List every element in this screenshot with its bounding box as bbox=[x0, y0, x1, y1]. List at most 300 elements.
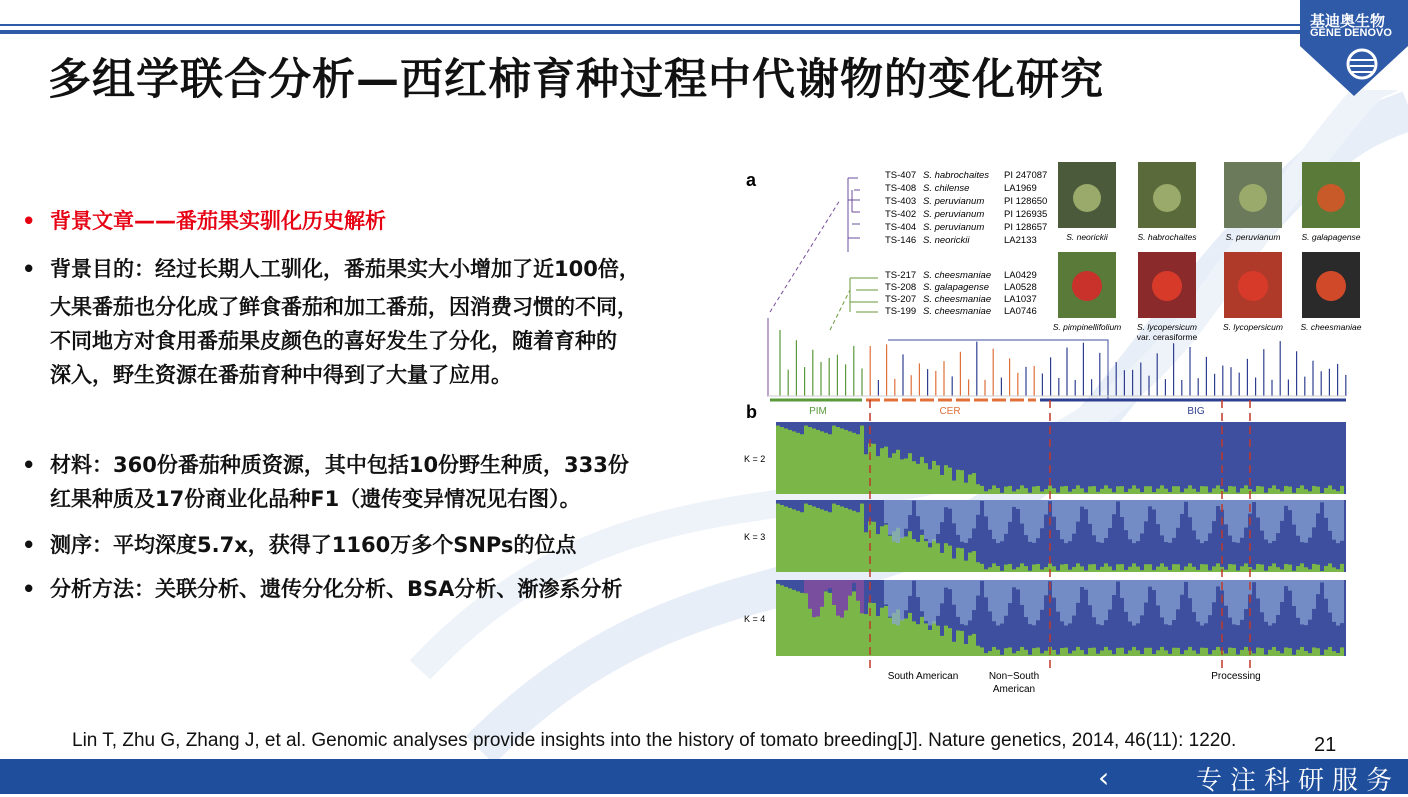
structure-bar bbox=[1244, 563, 1248, 572]
structure-bar bbox=[1112, 500, 1116, 514]
tomato-fruit bbox=[1316, 271, 1346, 301]
group1-species: S. peruvianum bbox=[923, 209, 985, 220]
structure-bar bbox=[1044, 500, 1048, 515]
group1-id: TS-407 bbox=[885, 170, 917, 181]
structure-bar bbox=[1096, 580, 1100, 624]
structure-bar bbox=[1212, 580, 1216, 602]
structure-bar bbox=[1164, 500, 1168, 542]
structure-bar bbox=[972, 580, 976, 610]
structure-bar bbox=[876, 534, 880, 572]
structure-bar bbox=[1196, 580, 1200, 622]
structure-bar bbox=[1300, 563, 1304, 572]
structure-bar bbox=[1188, 485, 1192, 494]
structure-bar bbox=[1088, 500, 1092, 524]
structure-bar bbox=[1300, 580, 1304, 624]
structure-bar bbox=[1144, 500, 1148, 521]
structure-bar bbox=[1208, 654, 1212, 656]
structure-bar bbox=[1224, 500, 1228, 524]
structure-bar bbox=[1268, 500, 1272, 543]
structure-bar bbox=[780, 505, 784, 572]
structure-bar bbox=[1052, 566, 1056, 572]
structure-bar bbox=[896, 580, 900, 625]
structure-bar bbox=[1292, 655, 1296, 656]
structure-bar bbox=[932, 500, 936, 541]
group2-accession: LA0528 bbox=[1004, 282, 1037, 293]
structure-bar bbox=[1296, 500, 1300, 536]
structure-bar bbox=[1264, 571, 1268, 572]
structure-bar bbox=[988, 500, 992, 530]
structure-bar bbox=[1252, 500, 1256, 502]
structure-bar bbox=[1292, 493, 1296, 494]
structure-bar bbox=[1256, 486, 1260, 494]
structure-bar bbox=[1148, 500, 1152, 506]
structure-bar bbox=[1120, 500, 1124, 517]
structure-bar bbox=[944, 465, 948, 494]
structure-bar bbox=[1076, 580, 1080, 603]
structure-bar bbox=[1016, 500, 1020, 509]
structure-bar bbox=[908, 580, 912, 596]
structure-bar bbox=[912, 621, 916, 656]
structure-bar bbox=[964, 644, 968, 656]
structure-bar bbox=[872, 444, 876, 494]
structure-bar bbox=[940, 636, 944, 656]
structure-bar bbox=[1036, 500, 1040, 538]
structure-bar bbox=[1312, 580, 1316, 609]
structure-bar bbox=[1236, 571, 1240, 572]
k-label: K = 4 bbox=[744, 614, 766, 624]
structure-bar bbox=[1284, 580, 1288, 586]
structure-bar bbox=[980, 647, 984, 656]
bullet-marker: • bbox=[22, 577, 36, 601]
top-rule-thick bbox=[0, 30, 1300, 34]
structure-bar bbox=[984, 500, 988, 516]
structure-bar bbox=[1316, 565, 1320, 572]
group2-id: TS-207 bbox=[885, 294, 917, 305]
structure-bar bbox=[1096, 570, 1100, 572]
group2-id: TS-199 bbox=[885, 306, 917, 317]
structure-bar bbox=[1108, 488, 1112, 494]
structure-bar bbox=[1108, 500, 1112, 528]
structure-bar bbox=[1176, 500, 1180, 528]
structure-bar bbox=[1232, 580, 1236, 624]
page-number: 21 bbox=[1314, 734, 1337, 756]
structure-bar bbox=[908, 531, 912, 572]
structure-bar bbox=[1308, 491, 1312, 494]
structure-bar bbox=[916, 500, 920, 516]
structure-bar bbox=[828, 512, 832, 572]
structure-bar bbox=[1284, 486, 1288, 494]
structure-bar bbox=[888, 458, 892, 494]
structure-bar bbox=[796, 511, 800, 572]
structure-bar bbox=[792, 590, 796, 656]
structure-bar bbox=[852, 591, 856, 656]
structure-bar bbox=[1292, 580, 1296, 606]
structure-bar bbox=[1260, 564, 1264, 572]
structure-bar bbox=[900, 580, 904, 621]
structure-bar bbox=[960, 631, 964, 656]
structure-bar bbox=[1136, 580, 1140, 623]
tree-group2-branches bbox=[850, 278, 878, 312]
structure-bar bbox=[1308, 580, 1312, 620]
structure-bar bbox=[1340, 564, 1344, 572]
group2-accession: LA1037 bbox=[1004, 294, 1037, 305]
structure-bar bbox=[1096, 500, 1100, 542]
structure-bar bbox=[1168, 500, 1172, 543]
structure-bar bbox=[1084, 654, 1088, 656]
structure-bar bbox=[1128, 489, 1132, 494]
structure-bar bbox=[1124, 492, 1128, 494]
structure-bar bbox=[1024, 650, 1028, 656]
structure-bar bbox=[964, 483, 968, 494]
k-label: K = 2 bbox=[744, 454, 766, 464]
group1-species: S. chilense bbox=[923, 183, 970, 194]
structure-bar bbox=[1200, 486, 1204, 494]
structure-bar bbox=[1312, 564, 1316, 572]
structure-bar bbox=[952, 500, 956, 523]
structure-bar bbox=[860, 504, 864, 572]
structure-bar bbox=[824, 580, 828, 591]
structure-bar bbox=[1200, 580, 1204, 626]
structure-bar bbox=[948, 500, 952, 509]
structure-bar bbox=[1052, 500, 1056, 517]
structure-bar bbox=[908, 453, 912, 494]
structure-bar bbox=[1216, 580, 1220, 586]
structure-bar bbox=[1064, 564, 1068, 572]
structure-bar bbox=[1040, 653, 1044, 656]
structure-bar bbox=[1336, 653, 1340, 656]
structure-bar bbox=[1068, 580, 1072, 623]
structure-bar bbox=[1016, 651, 1020, 656]
structure-bar bbox=[1000, 571, 1004, 572]
structure-bar bbox=[1340, 486, 1344, 494]
structure-bar bbox=[1228, 564, 1232, 572]
bullet-text-line: 背景目的：经过长期人工驯化，番茄果实大小增加了近100倍， bbox=[50, 257, 640, 281]
group1-species: S. neorickii bbox=[923, 235, 970, 246]
structure-bar bbox=[1224, 580, 1228, 606]
structure-bar bbox=[1056, 493, 1060, 494]
bullet-marker: • bbox=[22, 209, 36, 233]
structure-bar bbox=[1004, 565, 1008, 572]
structure-bar bbox=[1020, 580, 1024, 605]
structure-bar bbox=[1180, 570, 1184, 572]
structure-bar bbox=[1080, 650, 1084, 656]
structure-bar bbox=[1112, 492, 1116, 494]
structure-bar bbox=[908, 613, 912, 656]
structure-bar bbox=[784, 506, 788, 572]
structure-bar bbox=[796, 591, 800, 656]
structure-bar bbox=[952, 580, 956, 605]
structure-bar bbox=[1228, 500, 1232, 536]
structure-bar bbox=[1316, 580, 1320, 594]
structure-bar bbox=[1216, 563, 1220, 572]
structure-bar bbox=[1024, 580, 1028, 617]
group2-id: TS-217 bbox=[885, 270, 917, 281]
structure-bar bbox=[1028, 571, 1032, 572]
structure-bar bbox=[1120, 648, 1124, 656]
structure-bar bbox=[788, 508, 792, 572]
structure-bar bbox=[1212, 488, 1216, 494]
structure-bar bbox=[864, 532, 868, 572]
structure-bar bbox=[856, 580, 860, 601]
structure-bar bbox=[956, 500, 960, 535]
structure-bar bbox=[800, 512, 804, 572]
structure-bar bbox=[928, 500, 932, 543]
structure-bar bbox=[1180, 654, 1184, 656]
structure-bar bbox=[1196, 654, 1200, 656]
structure-bar bbox=[1340, 647, 1344, 656]
structure-bar bbox=[844, 430, 848, 494]
structure-bar bbox=[780, 427, 784, 494]
structure-bar bbox=[1312, 486, 1316, 494]
structure-bar bbox=[1176, 564, 1180, 572]
structure-bar bbox=[1016, 567, 1020, 572]
structure-bar bbox=[1068, 654, 1072, 656]
structure-bar bbox=[1200, 500, 1204, 543]
structure-bar bbox=[1188, 500, 1192, 517]
bullet-marker: • bbox=[22, 453, 36, 477]
genetic-variation-figure bbox=[740, 160, 1380, 700]
structure-bar bbox=[824, 591, 828, 656]
structure-bar bbox=[1040, 492, 1044, 494]
structure-bar bbox=[1020, 485, 1024, 494]
group1-accession: PI 128650 bbox=[1004, 196, 1048, 207]
structure-bar bbox=[1272, 500, 1276, 541]
structure-bar bbox=[876, 616, 880, 656]
structure-bar bbox=[1332, 489, 1336, 494]
bottom-label: South American bbox=[887, 671, 959, 682]
structure-bar bbox=[892, 453, 896, 494]
structure-bar bbox=[1284, 500, 1288, 506]
structure-bar bbox=[1268, 580, 1272, 626]
structure-bar bbox=[1168, 654, 1172, 656]
structure-bar bbox=[1304, 489, 1308, 494]
group1-accession: LA1969 bbox=[1004, 183, 1037, 194]
structure-bar bbox=[1328, 563, 1332, 572]
structure-bar bbox=[1336, 491, 1340, 494]
structure-bar bbox=[1148, 580, 1152, 587]
group1-id: TS-146 bbox=[885, 235, 917, 246]
k-label: K = 3 bbox=[744, 532, 766, 542]
structure-bar bbox=[924, 580, 928, 621]
structure-bar bbox=[1340, 500, 1344, 541]
structure-bar bbox=[964, 580, 968, 625]
structure-bar bbox=[828, 580, 832, 588]
structure-bar bbox=[1020, 563, 1024, 572]
structure-bar bbox=[1164, 489, 1168, 494]
structure-bar bbox=[1280, 491, 1284, 494]
structure-bar bbox=[956, 580, 960, 617]
structure-bar bbox=[1076, 563, 1080, 572]
structure-bar bbox=[808, 427, 812, 494]
structure-bar bbox=[920, 580, 924, 611]
structure-bar bbox=[792, 431, 796, 494]
structure-bar bbox=[1012, 580, 1016, 587]
structure-bar bbox=[1252, 570, 1256, 572]
structure-bar bbox=[1304, 500, 1308, 543]
structure-bar bbox=[1096, 492, 1100, 494]
structure-bar bbox=[1252, 653, 1256, 656]
structure-bar bbox=[1084, 580, 1088, 590]
structure-bar bbox=[1232, 648, 1236, 656]
structure-bar bbox=[1268, 566, 1272, 572]
structure-bar bbox=[1176, 486, 1180, 494]
structure-bar bbox=[1116, 500, 1120, 501]
structure-bar bbox=[976, 646, 980, 656]
structure-bar bbox=[1080, 566, 1084, 572]
structure-bar bbox=[1332, 651, 1336, 656]
structure-bar bbox=[1164, 650, 1168, 656]
structure-bar bbox=[1204, 580, 1208, 623]
structure-bar bbox=[1244, 647, 1248, 656]
structure-bar bbox=[1292, 571, 1296, 572]
structure-bar bbox=[836, 505, 840, 572]
structure-bar bbox=[968, 580, 972, 620]
structure-bar bbox=[940, 553, 944, 572]
bullet-text: 分析方法：关联分析、遗传分化分析、BSA分析、渐渗系分析 bbox=[50, 577, 623, 601]
structure-bar bbox=[968, 553, 972, 572]
structure-bar bbox=[796, 433, 800, 494]
structure-bar bbox=[1240, 650, 1244, 656]
structure-bar bbox=[1240, 566, 1244, 572]
structure-bar bbox=[1060, 564, 1064, 572]
structure-bar bbox=[1312, 500, 1316, 527]
structure-bar bbox=[968, 500, 972, 538]
structure-bar bbox=[1000, 580, 1004, 624]
group1-accession: LA2133 bbox=[1004, 235, 1037, 246]
structure-bar bbox=[1296, 580, 1300, 618]
structure-bar bbox=[1052, 488, 1056, 494]
structure-bar bbox=[988, 489, 992, 494]
structure-bar bbox=[940, 580, 944, 603]
structure-bar bbox=[1188, 563, 1192, 572]
company-logo bbox=[1300, 0, 1408, 98]
structure-bar bbox=[1104, 563, 1108, 572]
photo-caption: S. neorickii bbox=[1066, 232, 1108, 242]
structure-bar bbox=[848, 590, 852, 656]
structure-bar bbox=[1224, 654, 1228, 656]
structure-bar bbox=[932, 580, 936, 624]
structure-bar bbox=[984, 653, 988, 656]
structure-bar bbox=[1192, 650, 1196, 656]
structure-bar bbox=[1044, 580, 1048, 595]
structure-bar bbox=[1020, 500, 1024, 524]
structure-bar bbox=[888, 500, 892, 535]
structure-bar bbox=[1304, 567, 1308, 572]
structure-bar bbox=[1032, 580, 1036, 625]
structure-bar bbox=[1144, 580, 1148, 603]
structure-bar bbox=[1300, 485, 1304, 494]
footer-slogan: 专注科研服务 bbox=[1195, 766, 1400, 796]
structure-bar bbox=[988, 651, 992, 656]
structure-bar bbox=[1272, 563, 1276, 572]
structure-bar bbox=[1156, 567, 1160, 572]
structure-bar bbox=[1328, 485, 1332, 494]
structure-bar bbox=[860, 580, 864, 613]
structure-bar bbox=[1152, 500, 1156, 510]
structure-bar bbox=[1028, 580, 1032, 624]
structure-bar bbox=[1080, 580, 1084, 587]
structure-bar bbox=[1240, 580, 1244, 620]
structure-bar bbox=[968, 635, 972, 656]
structure-bar bbox=[1100, 489, 1104, 494]
structure-bar bbox=[1108, 566, 1112, 572]
group2-species: S. galapagense bbox=[923, 282, 990, 293]
structure-bar bbox=[832, 504, 836, 572]
structure-bar bbox=[1116, 648, 1120, 656]
structure-bar bbox=[1000, 493, 1004, 494]
structure-bar bbox=[848, 431, 852, 494]
structure-bar bbox=[1140, 654, 1144, 656]
structure-bar bbox=[852, 580, 856, 583]
structure-bar bbox=[852, 511, 856, 572]
structure-bar bbox=[1324, 488, 1328, 494]
structure-bar bbox=[968, 475, 972, 494]
structure-bar bbox=[956, 630, 960, 656]
structure-bar bbox=[1088, 648, 1092, 656]
structure-bar bbox=[928, 580, 932, 625]
structure-bar bbox=[1040, 580, 1044, 610]
structure-bar bbox=[948, 468, 952, 494]
structure-bar bbox=[888, 580, 892, 617]
photo-caption: S. cheesmaniae bbox=[1300, 322, 1362, 332]
structure-bar bbox=[792, 509, 796, 572]
structure-bar bbox=[944, 500, 948, 507]
structure-bar bbox=[812, 428, 816, 494]
structure-bar bbox=[1088, 486, 1092, 494]
structure-bar bbox=[1328, 647, 1332, 656]
structure-bar bbox=[1216, 500, 1220, 506]
structure-bar bbox=[1128, 580, 1132, 622]
structure-bar bbox=[1116, 486, 1120, 494]
structure-bar bbox=[1064, 500, 1068, 543]
structure-bar bbox=[1060, 648, 1064, 656]
structure-bar bbox=[1212, 566, 1216, 572]
structure-bar bbox=[1008, 647, 1012, 656]
structure-bar bbox=[1336, 580, 1340, 626]
structure-bar bbox=[884, 606, 888, 656]
structure-bar bbox=[1116, 564, 1120, 572]
structure-bar bbox=[1312, 647, 1316, 656]
structure-bar bbox=[1324, 566, 1328, 572]
structure-bar bbox=[936, 465, 940, 494]
structure-bar bbox=[976, 500, 980, 515]
structure-bar bbox=[948, 628, 952, 656]
photo-caption-sub: var. cerasiforme bbox=[1136, 332, 1198, 342]
structure-bar bbox=[988, 567, 992, 572]
structure-bar bbox=[1332, 580, 1336, 622]
structure-bar bbox=[1004, 487, 1008, 494]
structure-bar bbox=[884, 580, 888, 604]
structure-bar bbox=[1112, 580, 1116, 595]
structure-bar bbox=[1056, 654, 1060, 656]
structure-bar bbox=[1024, 500, 1028, 535]
structure-bar bbox=[904, 458, 908, 494]
structure-bar bbox=[1072, 580, 1076, 616]
structure-bar bbox=[896, 450, 900, 494]
structure-bar bbox=[1232, 500, 1236, 542]
structure-bar bbox=[956, 470, 960, 494]
structure-bar bbox=[940, 475, 944, 494]
structure-bar bbox=[1172, 500, 1176, 538]
structure-bar bbox=[924, 500, 928, 539]
structure-bar bbox=[1096, 654, 1100, 656]
tomato-fruit bbox=[1238, 271, 1268, 301]
structure-bar bbox=[1304, 580, 1308, 625]
structure-bar bbox=[1236, 654, 1240, 656]
structure-bar bbox=[1184, 488, 1188, 494]
structure-bar bbox=[1272, 580, 1276, 623]
structure-bar bbox=[816, 508, 820, 572]
